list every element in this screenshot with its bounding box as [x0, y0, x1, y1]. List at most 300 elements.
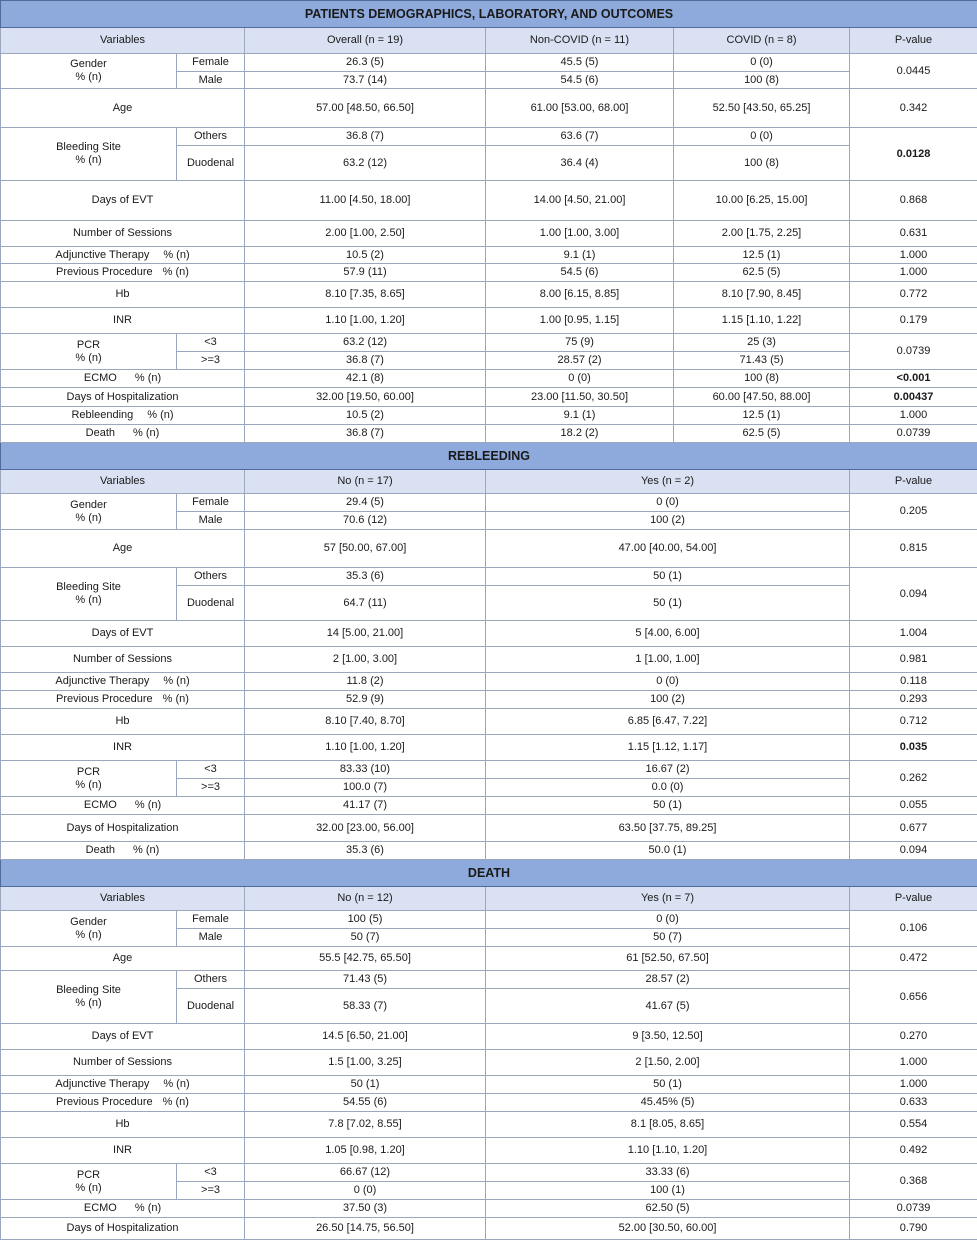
value-cell: 50 (1): [486, 568, 850, 586]
value-cell: 7.8 [7.02, 8.55]: [245, 1112, 486, 1138]
value-cell: 71.43 (5): [245, 971, 486, 989]
age-label: Age: [1, 530, 245, 568]
value-cell: 16.67 (2): [486, 761, 850, 779]
evt-label: Days of EVT: [1, 181, 245, 221]
pct-n-label: % (n): [75, 778, 102, 791]
pct-n-label: % (n): [75, 1181, 102, 1194]
bleeding-row: [1, 971, 977, 989]
previous-row: [1, 264, 977, 282]
others-label: Others: [177, 971, 245, 989]
p-value-cell: 0.118: [850, 673, 977, 691]
p-value-cell: 0.790: [850, 1218, 977, 1240]
value-cell: 14.00 [4.50, 21.00]: [486, 181, 674, 221]
evt-label: Days of EVT: [1, 1024, 245, 1050]
value-cell: 100 (1): [486, 1182, 850, 1200]
section-title-row: [1, 443, 977, 470]
hb-row: [1, 282, 977, 308]
hospitalization-label: Days of Hospitalization: [1, 388, 245, 407]
value-cell: 37.50 (3): [245, 1200, 486, 1218]
value-cell: 10.5 (2): [245, 247, 486, 264]
value-cell: 52.9 (9): [245, 691, 486, 709]
p-value-cell: 0.656: [850, 971, 977, 1024]
header-p-value: P-value: [850, 470, 977, 494]
gender-label: Gender: [70, 58, 107, 70]
p-value-cell: 0.094: [850, 568, 977, 621]
value-cell: 54.55 (6): [245, 1094, 486, 1112]
value-cell: 0 (0): [486, 494, 850, 512]
hb-label: Hb: [1, 709, 245, 735]
value-cell: 10.5 (2): [245, 407, 486, 425]
p-value-cell: 0.772: [850, 282, 977, 308]
bleeding-label-cell: [1, 568, 177, 621]
p-value-cell: 0.179: [850, 308, 977, 334]
value-cell: 9.1 (1): [486, 247, 674, 264]
value-cell: 63.2 (12): [245, 146, 486, 181]
value-cell: 83.33 (10): [245, 761, 486, 779]
sessions-row: [1, 647, 977, 673]
value-cell: 100.0 (7): [245, 779, 486, 797]
section-title-row: [1, 1, 977, 28]
value-cell: 2 [1.00, 3.00]: [245, 647, 486, 673]
value-cell: 28.57 (2): [486, 971, 850, 989]
value-cell: 66.67 (12): [245, 1164, 486, 1182]
value-cell: 0 (0): [486, 673, 850, 691]
death-label-cell: [1, 842, 245, 860]
value-cell: 8.1 [8.05, 8.65]: [486, 1112, 850, 1138]
p-value-cell: 0.035: [850, 735, 977, 761]
hospitalization-row: [1, 388, 977, 407]
value-cell: 61 [52.50, 67.50]: [486, 947, 850, 971]
value-cell: 54.5 (6): [486, 72, 674, 89]
sessions-row: [1, 221, 977, 247]
value-cell: 25 (3): [674, 334, 850, 352]
p-value-cell: 0.106: [850, 911, 977, 947]
p-value-cell: 0.631: [850, 221, 977, 247]
gender-label: Gender: [70, 498, 107, 511]
age-row: [1, 530, 977, 568]
p-value-cell: 0.0128: [850, 128, 977, 181]
value-cell: 1.10 [1.00, 1.20]: [245, 308, 486, 334]
value-cell: 2.00 [1.75, 2.25]: [674, 221, 850, 247]
value-cell: 1.5 [1.00, 3.25]: [245, 1050, 486, 1076]
value-cell: 57.00 [48.50, 66.50]: [245, 89, 486, 128]
p-value-cell: 0.0739: [850, 425, 977, 443]
value-cell: 100 (2): [486, 512, 850, 530]
p-value-cell: 0.0445: [850, 54, 977, 89]
ge3-label: >=3: [177, 1182, 245, 1200]
header-row: [1, 887, 977, 911]
pcr-row: [1, 1164, 977, 1182]
p-value-cell: 0.262: [850, 761, 977, 797]
bleeding-label-cell: [1, 128, 177, 181]
value-cell: 50.0 (1): [486, 842, 850, 860]
p-value-cell: 0.492: [850, 1138, 977, 1164]
value-cell: 62.5 (5): [674, 425, 850, 443]
pct-n-label: % (n): [134, 799, 162, 811]
header-cell: Yes (n = 2): [486, 470, 850, 494]
gender-label: Gender: [70, 915, 107, 928]
value-cell: 12.5 (1): [674, 247, 850, 264]
value-cell: 1 [1.00, 1.00]: [486, 647, 850, 673]
value-cell: 32.00 [19.50, 60.00]: [245, 388, 486, 407]
rebleeding-row: [1, 407, 977, 425]
bleeding-site-label: Bleeding Site: [56, 581, 121, 593]
pct-n-label: % (n): [75, 594, 102, 606]
duodenal-label: Duodenal: [177, 146, 245, 181]
value-cell: 50 (1): [486, 797, 850, 815]
section-title: PATIENTS DEMOGRAPHICS, LABORATORY, AND OUTCOMES: [1, 1, 977, 28]
value-cell: 41.67 (5): [486, 989, 850, 1024]
value-cell: 6.85 [6.47, 7.22]: [486, 709, 850, 735]
value-cell: 9.1 (1): [486, 407, 674, 425]
value-cell: 50 (7): [245, 929, 486, 947]
p-value-cell: 1.004: [850, 621, 977, 647]
inr-row: [1, 735, 977, 761]
value-cell: 10.00 [6.25, 15.00]: [674, 181, 850, 221]
header-row: [1, 470, 977, 494]
value-cell: 8.10 [7.40, 8.70]: [245, 709, 486, 735]
value-cell: 36.8 (7): [245, 352, 486, 370]
pct-n-label: % (n): [75, 928, 102, 941]
female-label: Female: [177, 494, 245, 512]
p-value-cell: 0.472: [850, 947, 977, 971]
value-cell: 9 [3.50, 12.50]: [486, 1024, 850, 1050]
value-cell: 100 (5): [245, 911, 486, 929]
p-value-cell: 0.815: [850, 530, 977, 568]
p-value-cell: 1.000: [850, 1050, 977, 1076]
header-cell: COVID (n = 8): [674, 28, 850, 54]
previous-row: [1, 1094, 977, 1112]
adjunctive-therapy-label: Adjunctive Therapy: [55, 248, 150, 261]
value-cell: 11.00 [4.50, 18.00]: [245, 181, 486, 221]
value-cell: 14 [5.00, 21.00]: [245, 621, 486, 647]
p-value-cell: 0.342: [850, 89, 977, 128]
pct-n-label: % (n): [75, 154, 102, 166]
value-cell: 50 (1): [245, 1076, 486, 1094]
value-cell: 0.0 (0): [486, 779, 850, 797]
ecmo-label: ECMO: [83, 799, 117, 811]
value-cell: 52.50 [43.50, 65.25]: [674, 89, 850, 128]
female-label: Female: [177, 911, 245, 929]
value-cell: 0 (0): [245, 1182, 486, 1200]
evt-row: [1, 1024, 977, 1050]
age-row: [1, 89, 977, 128]
value-cell: 8.10 [7.90, 8.45]: [674, 282, 850, 308]
value-cell: 0 (0): [486, 911, 850, 929]
bleeding-label-cell: [1, 971, 177, 1024]
adjunctive-row: [1, 673, 977, 691]
bleeding-row: [1, 568, 977, 586]
p-value-cell: 0.368: [850, 1164, 977, 1200]
value-cell: 55.5 [42.75, 65.50]: [245, 947, 486, 971]
value-cell: 8.10 [7.35, 8.65]: [245, 282, 486, 308]
sessions-label: Number of Sessions: [1, 221, 245, 247]
previous-label-cell: [1, 1094, 245, 1112]
pct-n-label: % (n): [134, 1202, 162, 1214]
p-value-cell: 0.868: [850, 181, 977, 221]
value-cell: 100 (8): [674, 72, 850, 89]
p-value-cell: 1.000: [850, 247, 977, 264]
value-cell: 26.3 (5): [245, 54, 486, 72]
header-cell: No (n = 17): [245, 470, 486, 494]
pcr-label-cell: [1, 1164, 177, 1200]
value-cell: 47.00 [40.00, 54.00]: [486, 530, 850, 568]
male-label: Male: [177, 72, 245, 89]
header-variables: Variables: [1, 470, 245, 494]
inr-row: [1, 1138, 977, 1164]
value-cell: 1.15 [1.12, 1.17]: [486, 735, 850, 761]
hospitalization-label: Days of Hospitalization: [1, 1218, 245, 1240]
pct-n-label: % (n): [133, 844, 160, 856]
value-cell: 61.00 [53.00, 68.00]: [486, 89, 674, 128]
pct-n-label: % (n): [162, 1096, 189, 1108]
p-value-cell: 0.554: [850, 1112, 977, 1138]
value-cell: 57.9 (11): [245, 264, 486, 282]
value-cell: 11.8 (2): [245, 673, 486, 691]
section-title: DEATH: [1, 860, 977, 887]
p-value-cell: 0.293: [850, 691, 977, 709]
pcr-label: PCR: [76, 338, 101, 351]
ecmo-row: [1, 1200, 977, 1218]
value-cell: 0 (0): [674, 128, 850, 146]
male-label: Male: [177, 512, 245, 530]
age-label: Age: [1, 947, 245, 971]
value-cell: 70.6 (12): [245, 512, 486, 530]
value-cell: 50 (1): [486, 586, 850, 621]
gender-row: [1, 911, 977, 929]
value-cell: 28.57 (2): [486, 352, 674, 370]
hospitalization-row: [1, 815, 977, 842]
header-cell: No (n = 12): [245, 887, 486, 911]
adjunctive-label-cell: [1, 247, 245, 264]
value-cell: 1.00 [1.00, 3.00]: [486, 221, 674, 247]
value-cell: 12.5 (1): [674, 407, 850, 425]
previous-label-cell: [1, 691, 245, 709]
value-cell: 14.5 [6.50, 21.00]: [245, 1024, 486, 1050]
bleeding-site-label: Bleeding Site: [56, 141, 121, 153]
female-label: Female: [177, 54, 245, 72]
value-cell: 71.43 (5): [674, 352, 850, 370]
pct-n-label: % (n): [133, 427, 160, 439]
header-cell: Yes (n = 7): [486, 887, 850, 911]
ge3-label: >=3: [177, 779, 245, 797]
previous-label-cell: [1, 264, 245, 282]
value-cell: 63.6 (7): [486, 128, 674, 146]
gender-label-cell: [1, 911, 177, 947]
value-cell: 5 [4.00, 6.00]: [486, 621, 850, 647]
previous-procedure-label: Previous Procedure: [56, 266, 153, 278]
sessions-label: Number of Sessions: [1, 647, 245, 673]
value-cell: 1.10 [1.00, 1.20]: [245, 735, 486, 761]
others-label: Others: [177, 128, 245, 146]
ecmo-label: ECMO: [83, 1202, 117, 1214]
pcr-label-cell: [1, 761, 177, 797]
pcr-label-cell: [1, 334, 177, 370]
pct-n-label: % (n): [75, 351, 102, 364]
value-cell: 75 (9): [486, 334, 674, 352]
inr-label: INR: [1, 1138, 245, 1164]
pct-n-label: % (n): [162, 693, 189, 705]
hb-label: Hb: [1, 1112, 245, 1138]
sessions-row: [1, 1050, 977, 1076]
rebleeding-label: Rebleending: [71, 409, 134, 421]
hb-row: [1, 709, 977, 735]
previous-procedure-label: Previous Procedure: [56, 693, 153, 705]
inr-row: [1, 308, 977, 334]
ecmo-row: [1, 370, 977, 388]
death-row: [1, 425, 977, 443]
value-cell: 29.4 (5): [245, 494, 486, 512]
value-cell: 57 [50.00, 67.00]: [245, 530, 486, 568]
ecmo-row: [1, 797, 977, 815]
section-title: REBLEEDING: [1, 443, 977, 470]
p-value-cell: 0.0739: [850, 334, 977, 370]
pcr-row: [1, 334, 977, 352]
p-value-cell: 0.00437: [850, 388, 977, 407]
inr-label: INR: [1, 308, 245, 334]
death-label-cell: [1, 425, 245, 443]
inr-label: INR: [1, 735, 245, 761]
value-cell: 42.1 (8): [245, 370, 486, 388]
death-label: Death: [85, 844, 116, 856]
pct-n-label: % (n): [163, 248, 190, 261]
header-variables: Variables: [1, 887, 245, 911]
p-value-cell: 0.712: [850, 709, 977, 735]
value-cell: 23.00 [11.50, 30.50]: [486, 388, 674, 407]
previous-row: [1, 691, 977, 709]
value-cell: 41.17 (7): [245, 797, 486, 815]
lt3-label: <3: [177, 1164, 245, 1182]
lt3-label: <3: [177, 334, 245, 352]
adjunctive-row: [1, 247, 977, 264]
adjunctive-label-cell: [1, 673, 245, 691]
rebleeding-label-cell: [1, 407, 245, 425]
pct-n-label: % (n): [163, 1078, 190, 1090]
p-value-cell: 0.0739: [850, 1200, 977, 1218]
pct-n-label: % (n): [75, 71, 102, 83]
pct-n-label: % (n): [162, 266, 189, 278]
adjunctive-label-cell: [1, 1076, 245, 1094]
death-row: [1, 842, 977, 860]
value-cell: 62.5 (5): [674, 264, 850, 282]
adjunctive-row: [1, 1076, 977, 1094]
value-cell: 1.15 [1.10, 1.22]: [674, 308, 850, 334]
duodenal-label: Duodenal: [177, 989, 245, 1024]
header-p-value: P-value: [850, 28, 977, 54]
header-p-value: P-value: [850, 887, 977, 911]
value-cell: 0 (0): [674, 54, 850, 72]
pct-n-label: % (n): [147, 409, 174, 421]
header-cell: Overall (n = 19): [245, 28, 486, 54]
pcr-row: [1, 761, 977, 779]
value-cell: 33.33 (6): [486, 1164, 850, 1182]
previous-procedure-label: Previous Procedure: [56, 1096, 153, 1108]
adjunctive-therapy-label: Adjunctive Therapy: [55, 675, 150, 687]
ge3-label: >=3: [177, 352, 245, 370]
value-cell: 35.3 (6): [245, 568, 486, 586]
value-cell: 1.10 [1.10, 1.20]: [486, 1138, 850, 1164]
adjunctive-therapy-label: Adjunctive Therapy: [55, 1078, 150, 1090]
value-cell: 36.8 (7): [245, 425, 486, 443]
gender-row: [1, 54, 977, 72]
pct-n-label: % (n): [134, 372, 162, 384]
p-value-cell: 1.000: [850, 1076, 977, 1094]
pcr-label: PCR: [76, 1168, 101, 1181]
bleeding-site-label: Bleeding Site: [56, 984, 121, 996]
value-cell: 2.00 [1.00, 2.50]: [245, 221, 486, 247]
header-cell: Non-COVID (n = 11): [486, 28, 674, 54]
hb-row: [1, 1112, 977, 1138]
p-value-cell: <0.001: [850, 370, 977, 388]
value-cell: 1.00 [0.95, 1.15]: [486, 308, 674, 334]
others-label: Others: [177, 568, 245, 586]
pct-n-label: % (n): [75, 511, 102, 524]
value-cell: 50 (7): [486, 929, 850, 947]
value-cell: 26.50 [14.75, 56.50]: [245, 1218, 486, 1240]
p-value-cell: 0.055: [850, 797, 977, 815]
sessions-label: Number of Sessions: [1, 1050, 245, 1076]
value-cell: 50 (1): [486, 1076, 850, 1094]
death-label: Death: [85, 427, 116, 439]
value-cell: 62.50 (5): [486, 1200, 850, 1218]
p-value-cell: 0.094: [850, 842, 977, 860]
age-label: Age: [1, 89, 245, 128]
evt-row: [1, 181, 977, 221]
value-cell: 36.4 (4): [486, 146, 674, 181]
evt-row: [1, 621, 977, 647]
p-value-cell: 0.205: [850, 494, 977, 530]
p-value-cell: 0.270: [850, 1024, 977, 1050]
age-row: [1, 947, 977, 971]
value-cell: 63.2 (12): [245, 334, 486, 352]
value-cell: 35.3 (6): [245, 842, 486, 860]
hospitalization-row: [1, 1218, 977, 1240]
value-cell: 1.05 [0.98, 1.20]: [245, 1138, 486, 1164]
duodenal-label: Duodenal: [177, 586, 245, 621]
section-title-row: [1, 860, 977, 887]
p-value-cell: 0.633: [850, 1094, 977, 1112]
gender-label-cell: [1, 54, 177, 89]
p-value-cell: 1.000: [850, 264, 977, 282]
value-cell: 54.5 (6): [486, 264, 674, 282]
pct-n-label: % (n): [163, 675, 190, 687]
value-cell: 60.00 [47.50, 88.00]: [674, 388, 850, 407]
hb-label: Hb: [1, 282, 245, 308]
ecmo-label-cell: [1, 1200, 245, 1218]
ecmo-label-cell: [1, 797, 245, 815]
p-value-cell: 1.000: [850, 407, 977, 425]
value-cell: 52.00 [30.50, 60.00]: [486, 1218, 850, 1240]
value-cell: 0 (0): [486, 370, 674, 388]
ecmo-label-cell: [1, 370, 245, 388]
gender-label-cell: [1, 494, 177, 530]
pct-n-label: % (n): [75, 997, 102, 1009]
value-cell: 100 (2): [486, 691, 850, 709]
p-value-cell: 0.677: [850, 815, 977, 842]
value-cell: 8.00 [6.15, 8.85]: [486, 282, 674, 308]
value-cell: 45.5 (5): [486, 54, 674, 72]
value-cell: 58.33 (7): [245, 989, 486, 1024]
value-cell: 73.7 (14): [245, 72, 486, 89]
value-cell: 100 (8): [674, 146, 850, 181]
male-label: Male: [177, 929, 245, 947]
value-cell: 63.50 [37.75, 89.25]: [486, 815, 850, 842]
bleeding-row: [1, 128, 977, 146]
value-cell: 2 [1.50, 2.00]: [486, 1050, 850, 1076]
pcr-label: PCR: [76, 765, 101, 778]
value-cell: 32.00 [23.00, 56.00]: [245, 815, 486, 842]
value-cell: 100 (8): [674, 370, 850, 388]
